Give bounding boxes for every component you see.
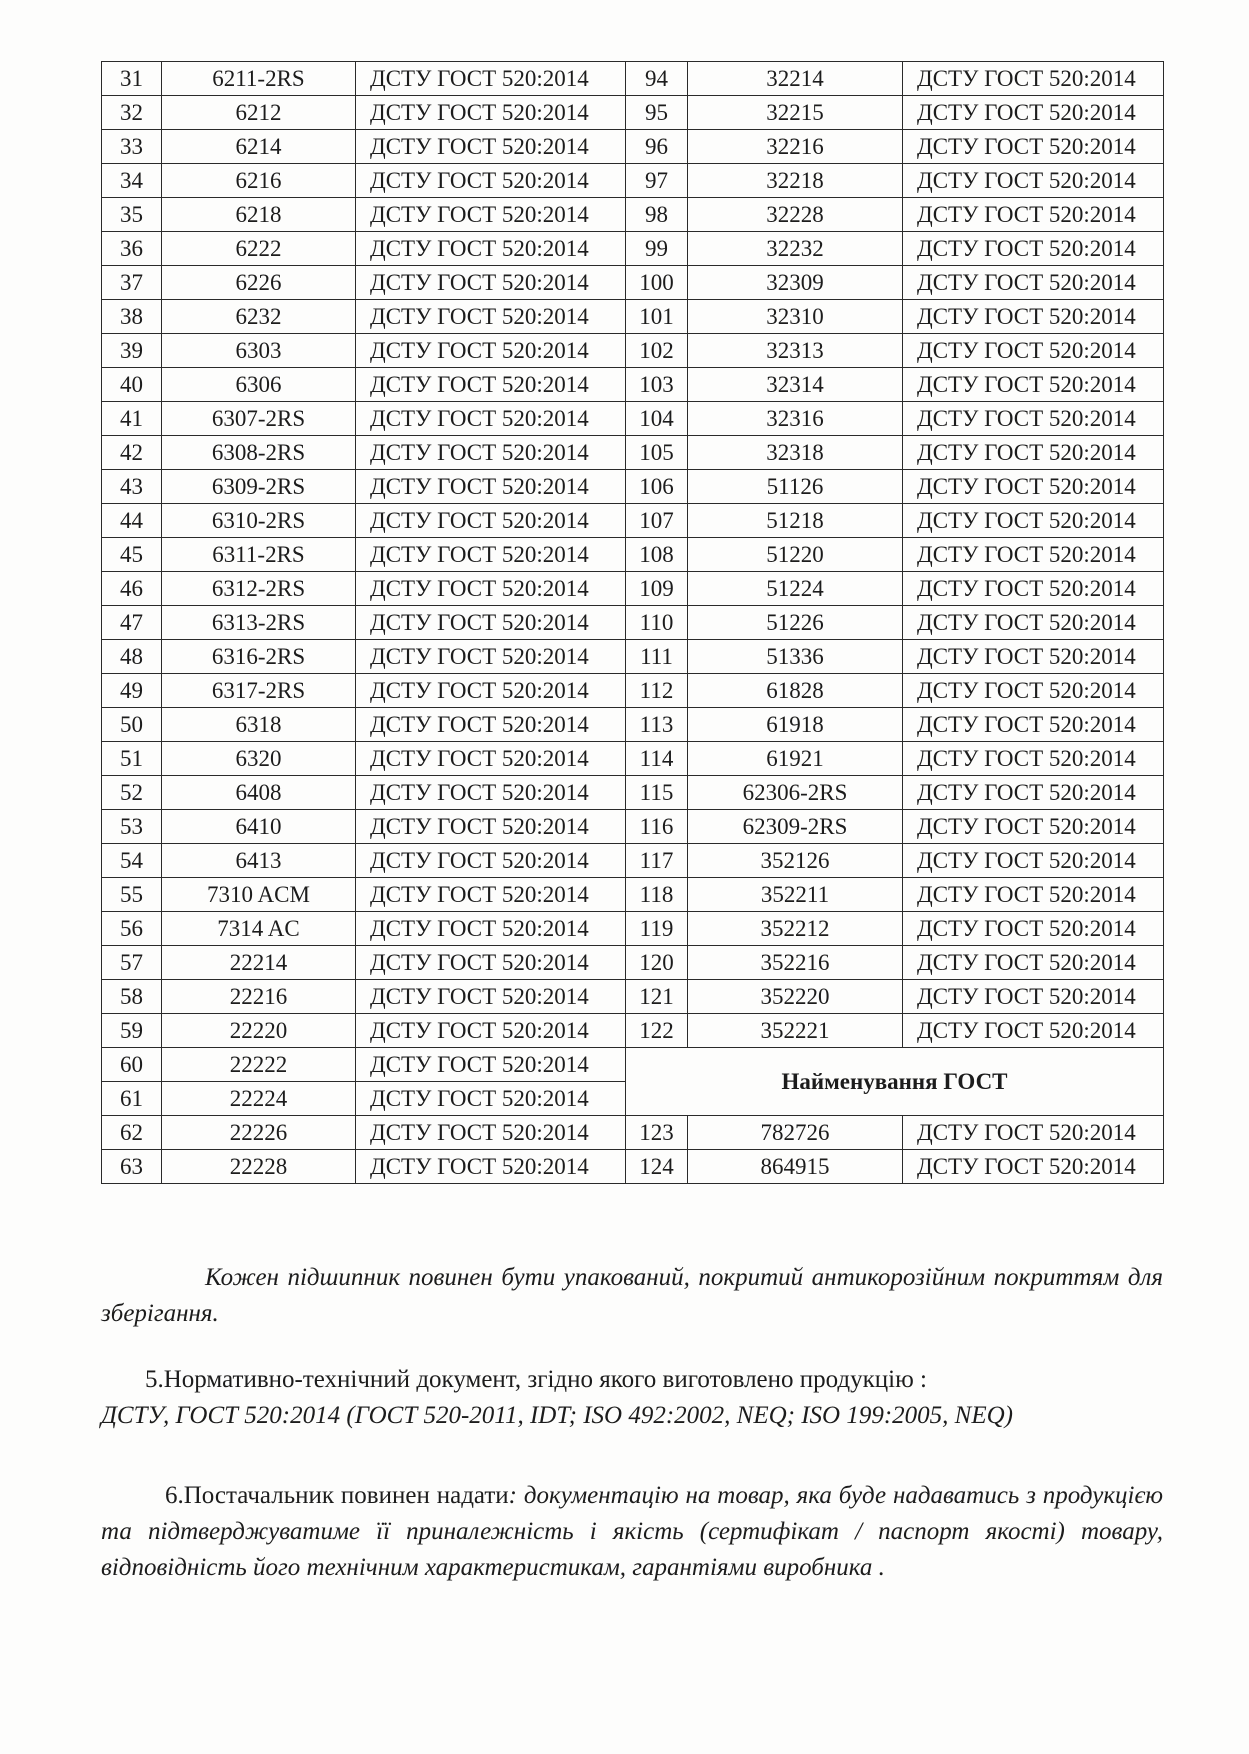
standard: ДСТУ ГОСТ 520:2014 <box>356 980 626 1014</box>
bearing-mark: 6311-2RS <box>162 538 356 572</box>
table-row <box>102 810 1164 844</box>
table-row <box>102 742 1164 776</box>
row-number: 122 <box>626 1014 688 1048</box>
bearing-mark: 6306 <box>162 368 356 402</box>
row-number: 100 <box>626 266 688 300</box>
standard: ДСТУ ГОСТ 520:2014 <box>903 674 1164 708</box>
standard: ДСТУ ГОСТ 520:2014 <box>356 1150 626 1184</box>
standard: ДСТУ ГОСТ 520:2014 <box>356 538 626 572</box>
bearing-mark: 6216 <box>162 164 356 198</box>
bearing-mark: 32215 <box>688 96 903 130</box>
row-number: 61 <box>102 1082 162 1116</box>
row-number: 40 <box>102 368 162 402</box>
bearing-mark: 6303 <box>162 334 356 368</box>
standard: ДСТУ ГОСТ 520:2014 <box>356 572 626 606</box>
row-number: 105 <box>626 436 688 470</box>
bearing-mark: 51218 <box>688 504 903 538</box>
row-number: 115 <box>626 776 688 810</box>
bearing-mark: 6214 <box>162 130 356 164</box>
row-number: 96 <box>626 130 688 164</box>
bearing-mark: 32218 <box>688 164 903 198</box>
row-number: 45 <box>102 538 162 572</box>
standard: ДСТУ ГОСТ 520:2014 <box>903 504 1164 538</box>
bearing-mark: 32313 <box>688 334 903 368</box>
standard: ДСТУ ГОСТ 520:2014 <box>356 198 626 232</box>
standard: ДСТУ ГОСТ 520:2014 <box>356 470 626 504</box>
standard: ДСТУ ГОСТ 520:2014 <box>903 62 1164 96</box>
table-row <box>102 130 1164 164</box>
standard: ДСТУ ГОСТ 520:2014 <box>903 164 1164 198</box>
section-5-standards: ДСТУ, ГОСТ 520:2014 (ГОСТ 520-2011, IDT; ISO 492:2002, NEQ; ISO 199:2005, NEQ) <box>101 1402 1013 1429</box>
bearing-mark: 22220 <box>162 1014 356 1048</box>
bearing-mark: 6310-2RS <box>162 504 356 538</box>
row-number: 56 <box>102 912 162 946</box>
bearing-mark: 32316 <box>688 402 903 436</box>
section-6-heading: 6.Постачальник повинен надати <box>165 1482 509 1509</box>
standard: ДСТУ ГОСТ 520:2014 <box>356 504 626 538</box>
section-5-heading: 5.Нормативно-технічний документ, згідно якого виготовлено продукцію : <box>145 1366 927 1393</box>
row-number: 37 <box>102 266 162 300</box>
bearing-mark: 6308-2RS <box>162 436 356 470</box>
row-number: 113 <box>626 708 688 742</box>
bearing-mark: 6218 <box>162 198 356 232</box>
packaging-note: Кожен підшипник повинен бути упакований, покритий антикорозійним покриттям для зберігання. <box>101 1264 1163 1327</box>
row-number: 49 <box>102 674 162 708</box>
standard: ДСТУ ГОСТ 520:2014 <box>903 640 1164 674</box>
bearing-mark: 32314 <box>688 368 903 402</box>
table-row <box>102 946 1164 980</box>
standard: ДСТУ ГОСТ 520:2014 <box>356 844 626 878</box>
table-row <box>102 1150 1164 1184</box>
row-number: 53 <box>102 810 162 844</box>
standard: ДСТУ ГОСТ 520:2014 <box>356 1048 626 1082</box>
bearing-mark: 32318 <box>688 436 903 470</box>
row-number: 34 <box>102 164 162 198</box>
table-row <box>102 96 1164 130</box>
row-number: 117 <box>626 844 688 878</box>
row-number: 41 <box>102 402 162 436</box>
standard: ДСТУ ГОСТ 520:2014 <box>903 130 1164 164</box>
row-number: 104 <box>626 402 688 436</box>
standard: ДСТУ ГОСТ 520:2014 <box>356 912 626 946</box>
row-number: 121 <box>626 980 688 1014</box>
row-number: 59 <box>102 1014 162 1048</box>
row-number: 119 <box>626 912 688 946</box>
bearing-mark: 51224 <box>688 572 903 606</box>
table-row <box>102 1014 1164 1048</box>
table-row <box>102 912 1164 946</box>
bearing-mark: 6313-2RS <box>162 606 356 640</box>
bearing-mark: 352211 <box>688 878 903 912</box>
standard: ДСТУ ГОСТ 520:2014 <box>356 708 626 742</box>
bearing-mark: 32228 <box>688 198 903 232</box>
bearing-mark: 22228 <box>162 1150 356 1184</box>
bearing-mark: 352126 <box>688 844 903 878</box>
bearing-mark: 51226 <box>688 606 903 640</box>
table-row <box>102 402 1164 436</box>
row-number: 108 <box>626 538 688 572</box>
row-number: 114 <box>626 742 688 776</box>
bearing-mark: 22224 <box>162 1082 356 1116</box>
bearing-mark: 62309-2RS <box>688 810 903 844</box>
standard: ДСТУ ГОСТ 520:2014 <box>903 572 1164 606</box>
row-number: 32 <box>102 96 162 130</box>
table-row <box>102 334 1164 368</box>
table-row <box>102 300 1164 334</box>
row-number: 31 <box>102 62 162 96</box>
row-number: 94 <box>626 62 688 96</box>
standard: ДСТУ ГОСТ 520:2014 <box>903 402 1164 436</box>
row-number: 35 <box>102 198 162 232</box>
standard: ДСТУ ГОСТ 520:2014 <box>903 1150 1164 1184</box>
standard: ДСТУ ГОСТ 520:2014 <box>903 96 1164 130</box>
table-row <box>102 232 1164 266</box>
standard: ДСТУ ГОСТ 520:2014 <box>356 742 626 776</box>
bearing-mark: 352216 <box>688 946 903 980</box>
bearing-mark: 6317-2RS <box>162 674 356 708</box>
row-number: 47 <box>102 606 162 640</box>
table-row <box>102 198 1164 232</box>
table-row <box>102 572 1164 606</box>
bearing-mark: 22226 <box>162 1116 356 1150</box>
standard: ДСТУ ГОСТ 520:2014 <box>903 538 1164 572</box>
standard: ДСТУ ГОСТ 520:2014 <box>356 1014 626 1048</box>
row-number: 103 <box>626 368 688 402</box>
table-row <box>102 606 1164 640</box>
table-row <box>102 538 1164 572</box>
row-number: 97 <box>626 164 688 198</box>
standard: ДСТУ ГОСТ 520:2014 <box>356 164 626 198</box>
row-number: 109 <box>626 572 688 606</box>
standard: ДСТУ ГОСТ 520:2014 <box>903 300 1164 334</box>
bearing-mark: 7310 ACM <box>162 878 356 912</box>
row-number: 50 <box>102 708 162 742</box>
standard: ДСТУ ГОСТ 520:2014 <box>903 470 1164 504</box>
standard: ДСТУ ГОСТ 520:2014 <box>903 946 1164 980</box>
bearing-mark: 6316-2RS <box>162 640 356 674</box>
row-number: 112 <box>626 674 688 708</box>
standard: ДСТУ ГОСТ 520:2014 <box>356 776 626 810</box>
row-number: 98 <box>626 198 688 232</box>
row-number: 120 <box>626 946 688 980</box>
standard: ДСТУ ГОСТ 520:2014 <box>903 742 1164 776</box>
standard: ДСТУ ГОСТ 520:2014 <box>356 402 626 436</box>
bearing-mark: 6413 <box>162 844 356 878</box>
gost-subheader: Найменування ГОСТ <box>626 1048 1164 1116</box>
section-5 <box>101 1362 1163 1434</box>
standard: ДСТУ ГОСТ 520:2014 <box>903 844 1164 878</box>
table-row <box>102 674 1164 708</box>
table-row <box>102 266 1164 300</box>
row-number: 58 <box>102 980 162 1014</box>
table-row <box>102 844 1164 878</box>
standard: ДСТУ ГОСТ 520:2014 <box>356 878 626 912</box>
standard: ДСТУ ГОСТ 520:2014 <box>356 1116 626 1150</box>
row-number: 99 <box>626 232 688 266</box>
standard: ДСТУ ГОСТ 520:2014 <box>356 300 626 334</box>
standard: ДСТУ ГОСТ 520:2014 <box>356 674 626 708</box>
standard: ДСТУ ГОСТ 520:2014 <box>356 606 626 640</box>
standard: ДСТУ ГОСТ 520:2014 <box>903 810 1164 844</box>
bearing-mark: 6318 <box>162 708 356 742</box>
bearing-mark: 7314 AC <box>162 912 356 946</box>
row-number: 102 <box>626 334 688 368</box>
row-number: 42 <box>102 436 162 470</box>
standard: ДСТУ ГОСТ 520:2014 <box>356 1082 626 1116</box>
standard: ДСТУ ГОСТ 520:2014 <box>903 878 1164 912</box>
bearing-mark: 51220 <box>688 538 903 572</box>
bearing-mark: 352212 <box>688 912 903 946</box>
bearing-mark: 32310 <box>688 300 903 334</box>
standard: ДСТУ ГОСТ 520:2014 <box>903 436 1164 470</box>
bearing-mark: 6312-2RS <box>162 572 356 606</box>
bearing-mark: 32214 <box>688 62 903 96</box>
row-number: 48 <box>102 640 162 674</box>
bearing-mark: 61921 <box>688 742 903 776</box>
row-number: 55 <box>102 878 162 912</box>
bearing-mark: 22214 <box>162 946 356 980</box>
table-row <box>102 1116 1164 1150</box>
standard: ДСТУ ГОСТ 520:2014 <box>356 436 626 470</box>
standard: ДСТУ ГОСТ 520:2014 <box>356 130 626 164</box>
bearing-mark: 6212 <box>162 96 356 130</box>
bearing-mark: 32232 <box>688 232 903 266</box>
table-row <box>102 1048 1164 1082</box>
standard: ДСТУ ГОСТ 520:2014 <box>903 334 1164 368</box>
standard: ДСТУ ГОСТ 520:2014 <box>903 708 1164 742</box>
row-number: 111 <box>626 640 688 674</box>
bearing-mark: 51126 <box>688 470 903 504</box>
section-6 <box>101 1478 1163 1586</box>
row-number: 44 <box>102 504 162 538</box>
bearing-mark: 51336 <box>688 640 903 674</box>
row-number: 46 <box>102 572 162 606</box>
row-number: 124 <box>626 1150 688 1184</box>
bearing-mark: 22216 <box>162 980 356 1014</box>
standard: ДСТУ ГОСТ 520:2014 <box>356 810 626 844</box>
table-row <box>102 62 1164 96</box>
bearing-mark: 6226 <box>162 266 356 300</box>
row-number: 107 <box>626 504 688 538</box>
standard: ДСТУ ГОСТ 520:2014 <box>356 62 626 96</box>
standard: ДСТУ ГОСТ 520:2014 <box>356 334 626 368</box>
row-number: 62 <box>102 1116 162 1150</box>
row-number: 110 <box>626 606 688 640</box>
table-row <box>102 708 1164 742</box>
bearing-mark: 61828 <box>688 674 903 708</box>
row-number: 63 <box>102 1150 162 1184</box>
row-number: 60 <box>102 1048 162 1082</box>
bearing-mark: 782726 <box>688 1116 903 1150</box>
row-number: 118 <box>626 878 688 912</box>
row-number: 116 <box>626 810 688 844</box>
table-row <box>102 776 1164 810</box>
bearing-mark: 352221 <box>688 1014 903 1048</box>
bearing-mark: 6408 <box>162 776 356 810</box>
standard: ДСТУ ГОСТ 520:2014 <box>903 1014 1164 1048</box>
bearing-mark: 6309-2RS <box>162 470 356 504</box>
standard: ДСТУ ГОСТ 520:2014 <box>903 368 1164 402</box>
standard: ДСТУ ГОСТ 520:2014 <box>903 606 1164 640</box>
bearing-mark: 61918 <box>688 708 903 742</box>
bearing-mark: 6320 <box>162 742 356 776</box>
row-number: 39 <box>102 334 162 368</box>
row-number: 95 <box>626 96 688 130</box>
bearing-mark: 6410 <box>162 810 356 844</box>
row-number: 33 <box>102 130 162 164</box>
row-number: 106 <box>626 470 688 504</box>
bearing-mark: 6307-2RS <box>162 402 356 436</box>
standard: ДСТУ ГОСТ 520:2014 <box>356 946 626 980</box>
standard: ДСТУ ГОСТ 520:2014 <box>903 232 1164 266</box>
bearings-table <box>101 61 1164 1184</box>
row-number: 43 <box>102 470 162 504</box>
standard: ДСТУ ГОСТ 520:2014 <box>903 198 1164 232</box>
row-number: 38 <box>102 300 162 334</box>
section-6-body: : документацію на товар, яка буде надаватись з продукцією та підтверджуватиме її приналежність і якість (сертифікат / паспорт якості) товару, відповідність його технічним характеристикам, гарантіями виробника . <box>101 1482 1163 1581</box>
standard: ДСТУ ГОСТ 520:2014 <box>356 368 626 402</box>
row-number: 52 <box>102 776 162 810</box>
row-number: 36 <box>102 232 162 266</box>
bearing-mark: 32309 <box>688 266 903 300</box>
bearing-mark: 22222 <box>162 1048 356 1082</box>
bearing-mark: 352220 <box>688 980 903 1014</box>
standard: ДСТУ ГОСТ 520:2014 <box>903 1116 1164 1150</box>
table-row <box>102 436 1164 470</box>
bearings-table-body <box>102 62 1164 1184</box>
row-number: 54 <box>102 844 162 878</box>
standard: ДСТУ ГОСТ 520:2014 <box>903 912 1164 946</box>
bearing-mark: 6211-2RS <box>162 62 356 96</box>
table-row <box>102 980 1164 1014</box>
standard: ДСТУ ГОСТ 520:2014 <box>903 266 1164 300</box>
bearing-mark: 6232 <box>162 300 356 334</box>
row-number: 57 <box>102 946 162 980</box>
standard: ДСТУ ГОСТ 520:2014 <box>356 232 626 266</box>
row-number: 51 <box>102 742 162 776</box>
bearing-mark: 864915 <box>688 1150 903 1184</box>
table-row <box>102 164 1164 198</box>
table-row <box>102 878 1164 912</box>
bearing-mark: 32216 <box>688 130 903 164</box>
table-row <box>102 368 1164 402</box>
bearing-mark: 6222 <box>162 232 356 266</box>
standard: ДСТУ ГОСТ 520:2014 <box>903 980 1164 1014</box>
standard: ДСТУ ГОСТ 520:2014 <box>903 776 1164 810</box>
bearing-mark: 62306-2RS <box>688 776 903 810</box>
standard: ДСТУ ГОСТ 520:2014 <box>356 96 626 130</box>
standard: ДСТУ ГОСТ 520:2014 <box>356 640 626 674</box>
table-row <box>102 470 1164 504</box>
row-number: 123 <box>626 1116 688 1150</box>
standard: ДСТУ ГОСТ 520:2014 <box>356 266 626 300</box>
row-number: 101 <box>626 300 688 334</box>
table-row <box>102 504 1164 538</box>
table-row <box>102 640 1164 674</box>
